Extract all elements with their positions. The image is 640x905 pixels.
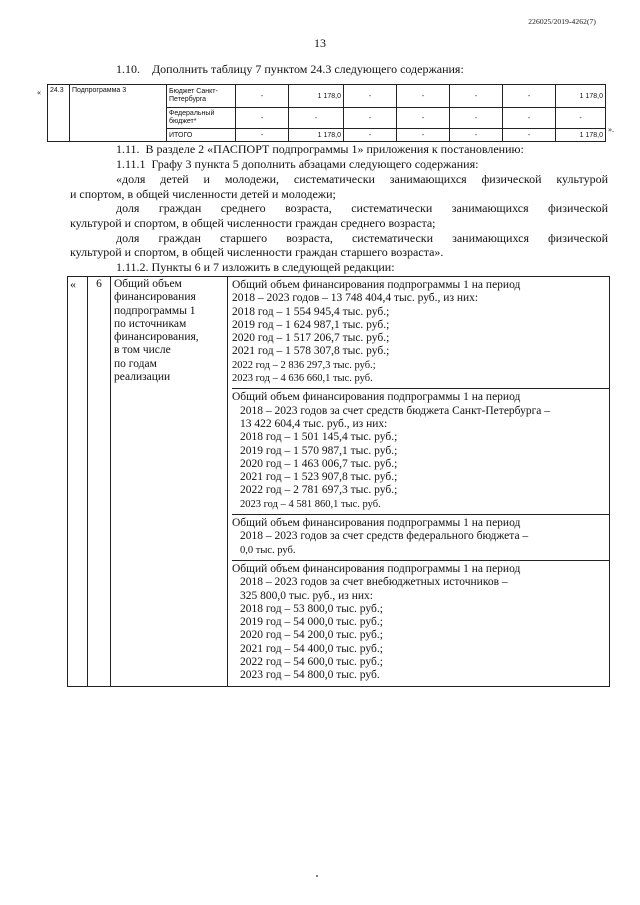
table7-fragment (47, 84, 606, 142)
abzac-3-line2: культурой и спортом, в общей численности граждан старшего возраста». (70, 245, 444, 259)
text-line: 2021 год – 1 523 907,8 тыс. руб.; (240, 471, 398, 484)
text-line: 2019 год – 54 000,0 тыс. руб.; (240, 616, 383, 629)
table-cell: - (503, 85, 556, 108)
text-line: Общий объем финансирования подпрограммы 1 на период (232, 517, 521, 530)
passport-label (111, 277, 228, 687)
text-line: 325 800,0 тыс. руб., из них: (240, 589, 373, 602)
text-line: 2019 год – 1 570 987,1 тыс. руб.; (240, 444, 398, 457)
table7-open-quote: « (37, 88, 41, 97)
table7-source: ИТОГО (167, 129, 236, 142)
table7-num: 24.3 (48, 85, 70, 142)
text-line: 0,0 тыс. руб. (240, 544, 296, 556)
passport-item-number: 6 (88, 277, 111, 687)
text-line: 2023 год – 4 581 860,1 тыс. руб. (240, 498, 381, 510)
passport-table (67, 276, 610, 687)
table-row (48, 85, 606, 108)
abzac-2-line1: доля граждан среднего возраста, систематически занимающихся физической (116, 201, 608, 215)
text-line: 2018 год – 1 554 945,4 тыс. руб.; (232, 305, 390, 318)
table-cell: - (503, 108, 556, 129)
text-line: 2022 год – 54 600,0 тыс. руб.; (240, 656, 383, 669)
text-line: 2021 год – 1 578 307,8 тыс. руб.; (232, 345, 390, 358)
text-line: 2021 год – 54 400,0 тыс. руб.; (240, 642, 383, 655)
text-line: 2018 – 2023 годов за счет средств федерального бюджета – (240, 530, 529, 543)
text-line: 2022 год – 2 781 697,3 тыс. руб.; (240, 484, 398, 497)
table-cell: - (397, 85, 450, 108)
financing-city-budget-block (232, 388, 609, 514)
paragraph-1-11-1: 1.11.1 Графу 3 пункта 5 дополнить абзацами следующего содержания: (116, 157, 479, 171)
financing-extrabudgetary-block (232, 560, 609, 686)
table-cell: - (450, 108, 503, 129)
table-cell: 1 178,0 (556, 129, 606, 142)
label-line: по источникам (114, 317, 187, 330)
table-cell: - (236, 108, 289, 129)
text-line: 2020 год – 54 200,0 тыс. руб.; (240, 629, 383, 642)
paragraph-1-10: 1.10. Дополнить таблицу 7 пунктом 24.3 следующего содержания: (116, 62, 464, 76)
text-line: 2018 – 2023 годов за счет внебюджетных источников – (240, 576, 508, 589)
text-line: 2020 год – 1 517 206,7 тыс. руб.; (232, 332, 390, 345)
table-cell: - (450, 129, 503, 142)
table7-source: Бюджет Санкт-Петербурга (167, 85, 236, 108)
table-cell: - (344, 85, 397, 108)
text-line: 2018 – 2023 годов за счет средств бюджета Санкт-Петербурга – (240, 404, 551, 417)
text-line: 2018 – 2023 годов – 13 748 404,4 тыс. руб., из них: (232, 292, 479, 305)
text-line: 2020 год – 1 463 006,7 тыс. руб.; (240, 457, 398, 470)
text-line: Общий объем финансирования подпрограммы 1 на период (232, 391, 521, 404)
table-cell: 1 178,0 (289, 129, 344, 142)
label-line: по годам (114, 357, 157, 370)
text-line: 2023 год – 4 636 660,1 тыс. руб. (232, 373, 373, 385)
text-line: 13 422 604,4 тыс. руб., из них: (240, 417, 388, 430)
table-cell: - (344, 108, 397, 129)
table-cell: 1 178,0 (556, 85, 606, 108)
abzac-1-line1: «доля детей и молодежи, систематически занимающихся физической культурой (116, 172, 608, 186)
table-cell: - (236, 129, 289, 142)
text-line: Общий объем финансирования подпрограммы 1 на период (232, 279, 521, 291)
paragraph-1-11-2: 1.11.2. Пункты 6 и 7 изложить в следующей редакции: (116, 260, 395, 274)
table-cell: - (397, 108, 450, 129)
label-line: Общий объем (114, 278, 182, 290)
table-cell: - (450, 85, 503, 108)
table7-source: Федеральный бюджет* (167, 108, 236, 129)
financing-total-block (232, 277, 609, 388)
label-line: подпрограммы 1 (114, 304, 196, 317)
scan-speck (316, 875, 318, 877)
table-cell: - (556, 108, 606, 129)
table7-name: Подпрограмма 3 (70, 85, 167, 142)
abzac-2-line2: культурой и спортом, в общей численности граждан среднего возраста; (70, 216, 436, 230)
label-line: финансирования, (114, 331, 199, 344)
passport-values (228, 277, 610, 687)
table7-close-quote: ». (608, 125, 614, 134)
table-cell: 1 178,0 (289, 85, 344, 108)
table-cell: - (289, 108, 344, 129)
table-cell: - (397, 129, 450, 142)
document-id: 226025/2019-4262(7) (528, 17, 596, 26)
abzac-1-line2: и спортом, в общей численности детей и молодежи; (70, 187, 336, 201)
abzac-3-line1: доля граждан старшего возраста, систематически занимающихся физической (116, 231, 608, 245)
table-cell: - (503, 129, 556, 142)
financing-federal-budget-block (232, 514, 609, 560)
text-line: 2022 год – 2 836 297,3 тыс. руб.; (232, 359, 376, 371)
table-row (68, 277, 610, 687)
table-cell: - (236, 85, 289, 108)
paragraph-1-11: 1.11. В разделе 2 «ПАСПОРТ подпрограммы 1» приложения к постановлению: (116, 142, 524, 156)
label-line: финансирования (114, 291, 196, 304)
passport-open-quote: « (68, 277, 88, 687)
table-cell: - (344, 129, 397, 142)
text-line: 2018 год – 53 800,0 тыс. руб.; (240, 602, 383, 615)
label-line: реализации (114, 371, 171, 384)
page-number: 13 (314, 36, 326, 50)
text-line: Общий объем финансирования подпрограммы 1 на период (232, 562, 521, 575)
text-line: 2018 год – 1 501 145,4 тыс. руб.; (240, 431, 398, 444)
text-line: 2023 год – 54 800,0 тыс. руб. (240, 669, 380, 682)
label-line: в том числе (114, 344, 171, 357)
text-line: 2019 год – 1 624 987,1 тыс. руб.; (232, 318, 390, 331)
